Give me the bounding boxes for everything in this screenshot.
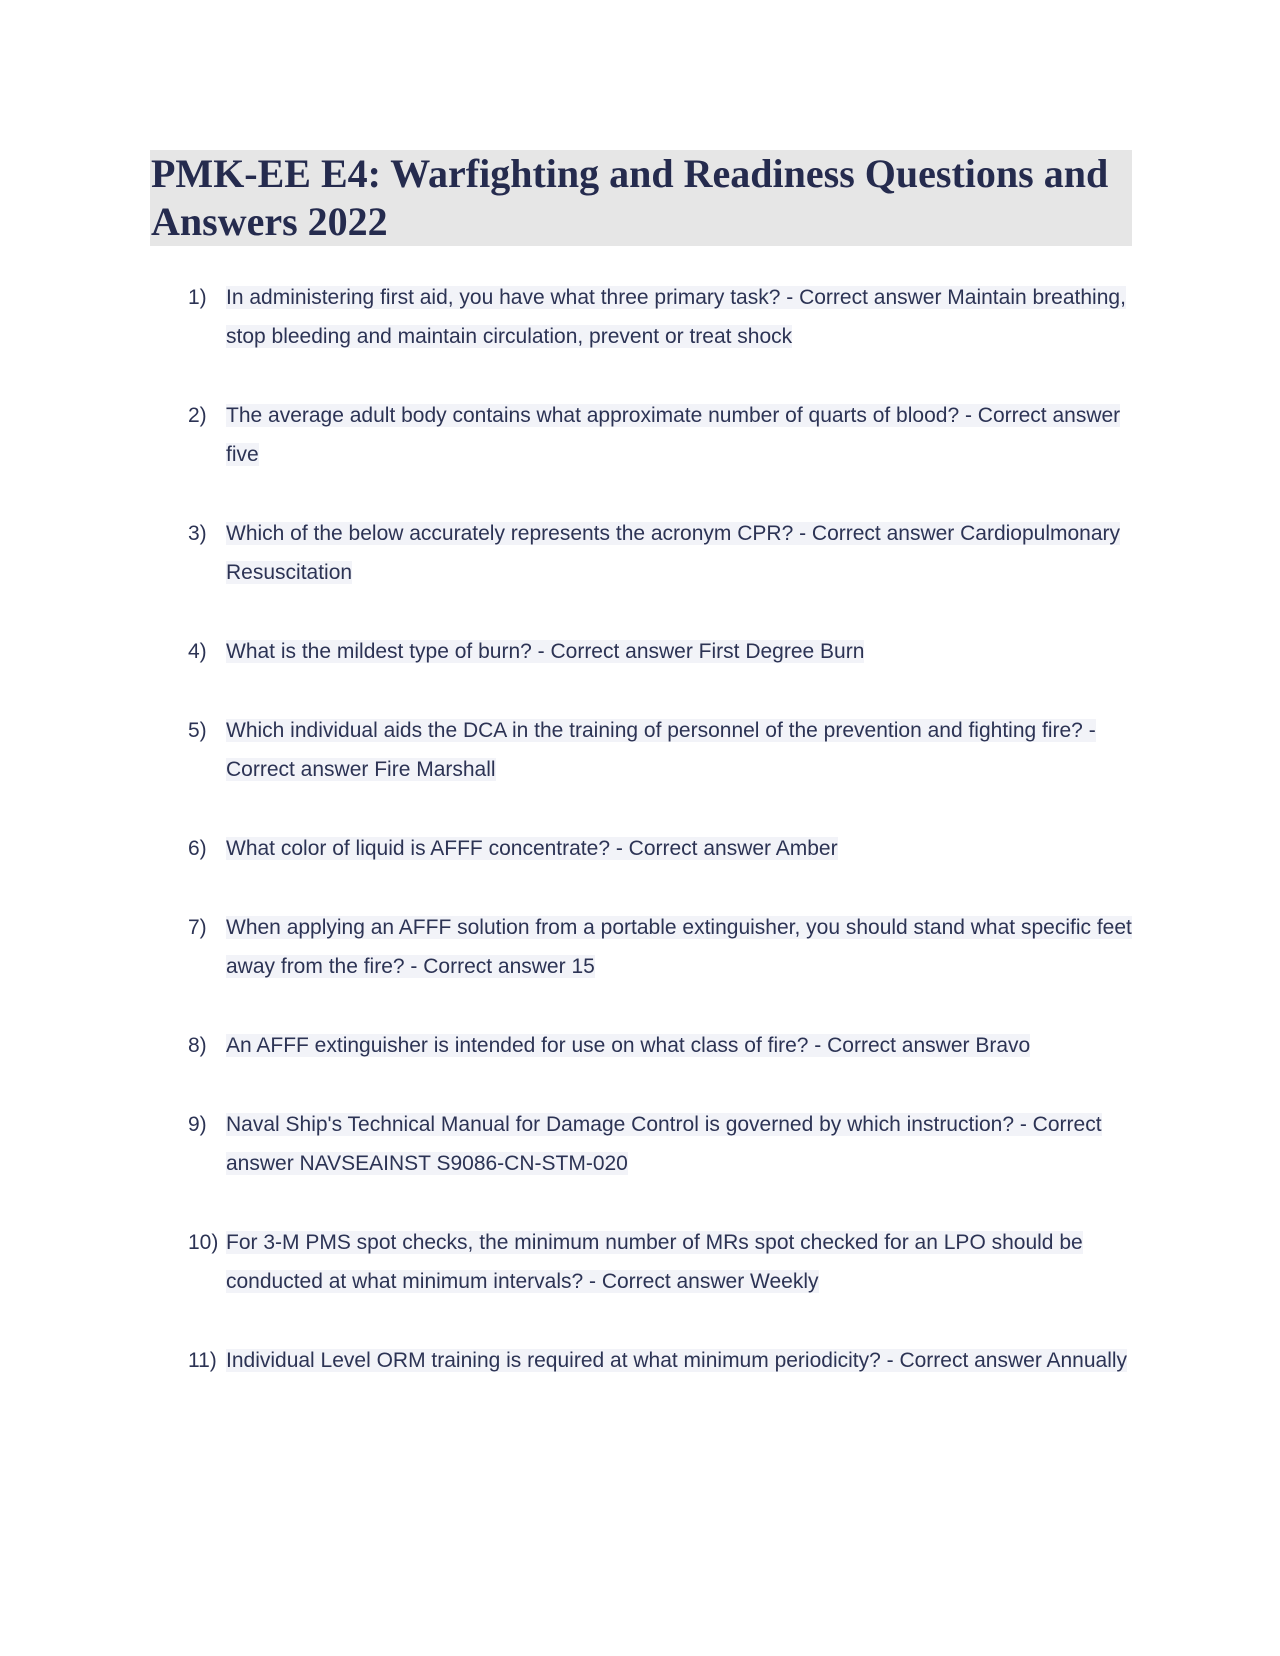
list-item: [150, 514, 1140, 592]
title-block: [150, 150, 1132, 246]
question-text: The average adult body contains what approximate number of quarts of blood? - Correct answer five: [226, 404, 1121, 466]
question-text: Individual Level ORM training is required at what minimum periodicity? - Correct answer Annually: [226, 1349, 1128, 1372]
question-number: 2): [188, 404, 207, 427]
question-number: 9): [188, 1113, 207, 1136]
page-title: PMK-EE E4: Warfighting and Readiness Questions and Answers 2022: [151, 151, 1109, 244]
question-number: 11): [188, 1349, 217, 1372]
list-item: [150, 1341, 1140, 1419]
list-item: [150, 1105, 1140, 1183]
list-item: [150, 829, 1140, 868]
question-list: [150, 278, 1140, 1459]
question-number: 8): [188, 1034, 207, 1057]
question-number: 10): [188, 1231, 219, 1254]
question-text: When applying an AFFF solution from a portable extinguisher, you should stand what specific feet away from the fire? - Correct answer 15: [226, 916, 1132, 978]
question-text: Which of the below accurately represents the acronym CPR? - Correct answer Cardiopulmonary Resuscitation: [226, 522, 1121, 584]
list-item: [150, 632, 1140, 671]
question-text: What color of liquid is AFFF concentrate? - Correct answer Amber: [226, 837, 838, 860]
question-text: For 3-M PMS spot checks, the minimum number of MRs spot checked for an LPO should be conducted at what minimum intervals? - Correct answer Weekly: [226, 1231, 1083, 1293]
question-text: In administering first aid, you have what three primary task? - Correct answer Maintain breathing, stop bleeding and maintain circulation, prevent or treat shock: [226, 286, 1126, 348]
question-number: 5): [188, 719, 207, 742]
question-text: Which individual aids the DCA in the training of personnel of the prevention and fighting fire? - Correct answer Fire Marshall: [226, 719, 1096, 781]
question-number: 4): [188, 640, 207, 663]
question-number: 6): [188, 837, 207, 860]
question-number: 3): [188, 522, 207, 545]
list-item: [150, 711, 1140, 789]
question-number: 1): [188, 286, 207, 309]
question-text: An AFFF extinguisher is intended for use on what class of fire? - Correct answer Bravo: [226, 1034, 1031, 1057]
list-item: [150, 1026, 1140, 1065]
list-item: [150, 278, 1140, 356]
question-text: Naval Ship's Technical Manual for Damage Control is governed by which instruction? - Correct answer NAVSEAINST S9086-CN-STM-020: [226, 1113, 1102, 1175]
list-item: [150, 396, 1140, 474]
list-item: [150, 1223, 1140, 1301]
question-number: 7): [188, 916, 207, 939]
question-text: What is the mildest type of burn? - Correct answer First Degree Burn: [226, 640, 865, 663]
list-item: [150, 908, 1140, 986]
